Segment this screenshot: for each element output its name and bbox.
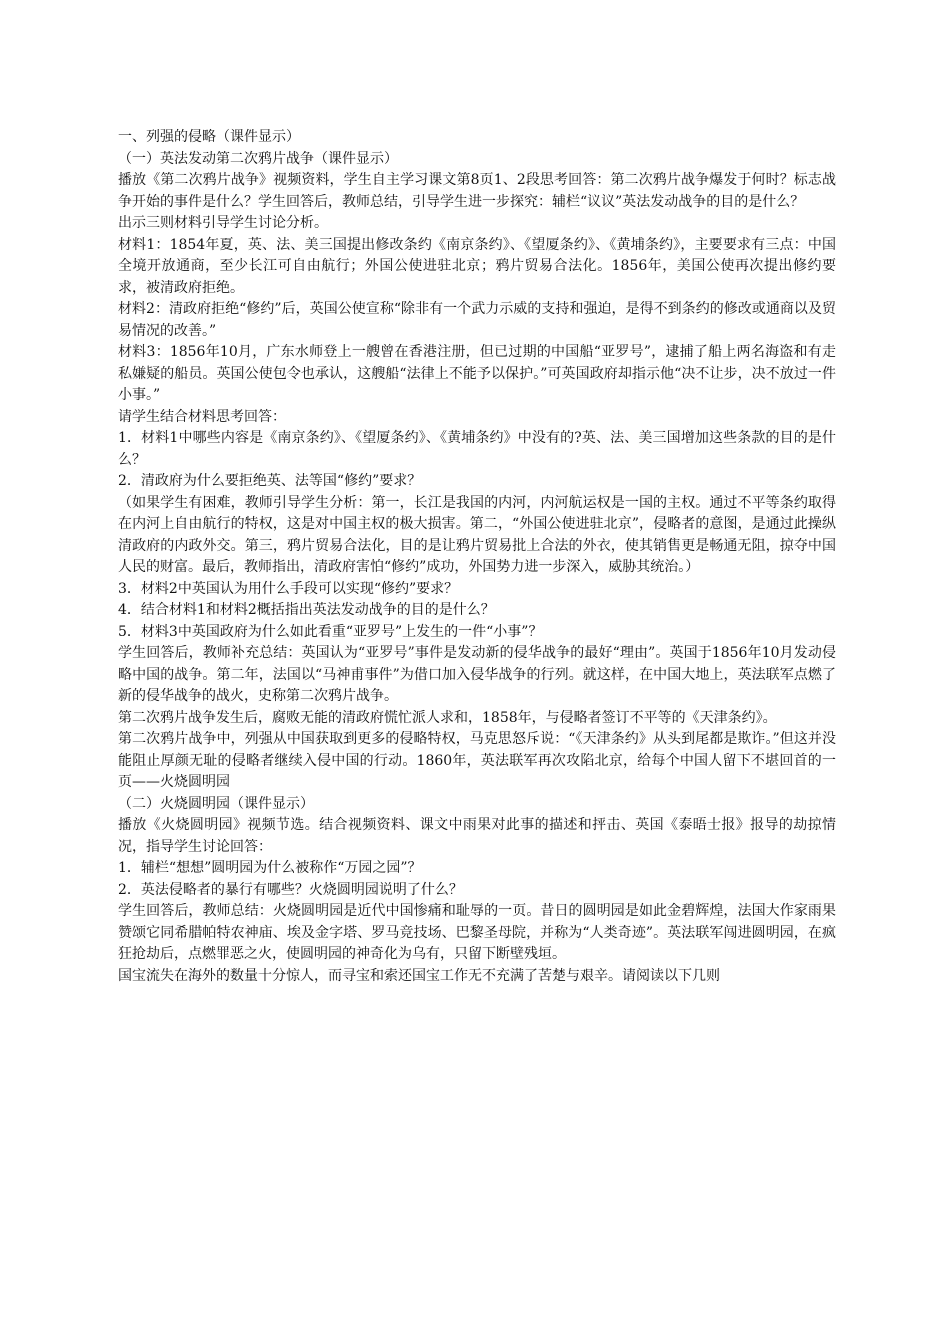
paragraph: 第二次鸦片战争中，列强从中国获取到更多的侵略特权，马克思怒斥说：“《天津条约》从头到尾都是欺诈。”但这并没能阻止厚颜无耻的侵略者继续入侵中国的行动。1860年，英法联军再次攻陷北京，给每个中国人留下不堪回首的一页——火烧圆明园	[118, 731, 836, 790]
material-2: 材料2：清政府拒绝“修约”后，英国公使宣称“除非有一个武力示威的支持和强迫，是得不到条约的修改或通商以及贸易情况的改善。”	[118, 301, 836, 339]
paragraph: 播放《火烧圆明园》视频节选。结合视频资料、课文中雨果对此事的描述和抨击、英国《泰晤士报》报导的劫掠情况，指导学生讨论回答：	[118, 817, 836, 855]
question-item: 5．材料3中英国政府为什么如此看重“亚罗号”上发生的一件“小事”？	[118, 623, 543, 640]
paragraph: 请学生结合材料思考回答：	[118, 408, 286, 425]
document-body	[118, 127, 836, 987]
paragraph: 国宝流失在海外的数量十分惊人，而寻宝和索还国宝工作无不充满了苦楚与艰辛。请阅读以下几则	[118, 967, 720, 984]
section-heading: 一、列强的侵略（课件显示）	[118, 129, 300, 145]
question-item: 2．清政府为什么要拒绝英、法等国“修约”要求？	[118, 473, 422, 489]
question-item: 1．材料1中哪些内容是《南京条约》、《望厦条约》、《黄埔条约》中没有的?英、法、美三国增加这些条款的目的是什么？	[118, 430, 836, 468]
subsection-heading: （二）火烧圆明园（课件显示）	[118, 795, 314, 812]
paragraph: 第二次鸦片战争发生后，腐败无能的清政府慌忙派人求和，1858年，与侵略者签订不平等的《天津条约》。	[118, 709, 777, 726]
question-item: 2．英法侵略者的暴行有哪些？火烧圆明园说明了什么？	[118, 881, 463, 898]
paragraph: （如果学生有困难，教师引导学生分析：第一，长江是我国的内河，内河航运权是一国的主权。通过不平等条约取得在内河上自由航行的特权，这是对中国主权的极大损害。第二，“外国公使进驻北京”，侵略者的意图，是通过此操纵清政府的内政外交。第三，鸦片贸易合法化，目的是让鸦片贸易批上合法的外衣，使其销售更是畅通无阻，掠夺中国人民的财富。最后，教师指出，清政府害怕“修约”成功，外国势力进一步深入，威胁其统治。）	[118, 494, 836, 575]
paragraph: 出示三则材料引导学生讨论分析。	[118, 215, 328, 231]
question-item: 4．结合材料1和材料2概括指出英法发动战争的目的是什么？	[118, 602, 495, 618]
paragraph: 播放《第二次鸦片战争》视频资料，学生自主学习课文第8页1、2段思考回答：第二次鸦片战争爆发于何时？标志战争开始的事件是什么？学生回答后，教师总结，引导学生进一步探究：辅栏“议议”英法发动战争的目的是什么？	[118, 172, 836, 210]
question-item: 1．辅栏“想想”圆明园为什么被称作“万园之园”？	[118, 860, 422, 876]
paragraph: 学生回答后，教师总结：火烧圆明园是近代中国惨痛和耻辱的一页。昔日的圆明园是如此金碧辉煌，法国大作家雨果赞颂它同希腊帕特农神庙、埃及金字塔、罗马竞技场、巴黎圣母院，并称为“人类奇迹”。英法联军闯进圆明园，在疯狂抢劫后，点燃罪恶之火，使圆明园的神奇化为乌有，只留下断壁残垣。	[118, 903, 836, 962]
paragraph: 学生回答后，教师补充总结：英国认为“亚罗号”事件是发动新的侵华战争的最好“理由”。英国于1856年10月发动侵略中国的战争。第二年，法国以“马神甫事件”为借口加入侵华战争的行列。就这样，在中国大地上，英法联军点燃了新的侵华战争的战火，史称第二次鸦片战争。	[118, 645, 836, 704]
subsection-heading: （一）英法发动第二次鸦片战争（课件显示）	[118, 150, 398, 167]
material-1: 材料1：1854年夏，英、法、美三国提出修改条约《南京条约》、《望厦条约》、《黄埔条约》，主要要求有三点：中国全境开放通商，至少长江可自由航行；外国公使进驻北京；鸦片贸易合法化。1856年，美国公使再次提出修约要求，被清政府拒绝。	[118, 236, 836, 296]
material-3: 材料3：1856年10月，广东水师登上一艘曾在香港注册，但已过期的中国船“亚罗号”，逮捕了船上两名海盗和有走私嫌疑的船员。英国公使包令也承认，这艘船“法律上不能予以保护。”可英国政府却指示他“决不让步，决不放过一件小事。”	[118, 344, 836, 403]
question-item: 3．材料2中英国认为用什么手段可以实现“修约”要求？	[118, 580, 459, 597]
